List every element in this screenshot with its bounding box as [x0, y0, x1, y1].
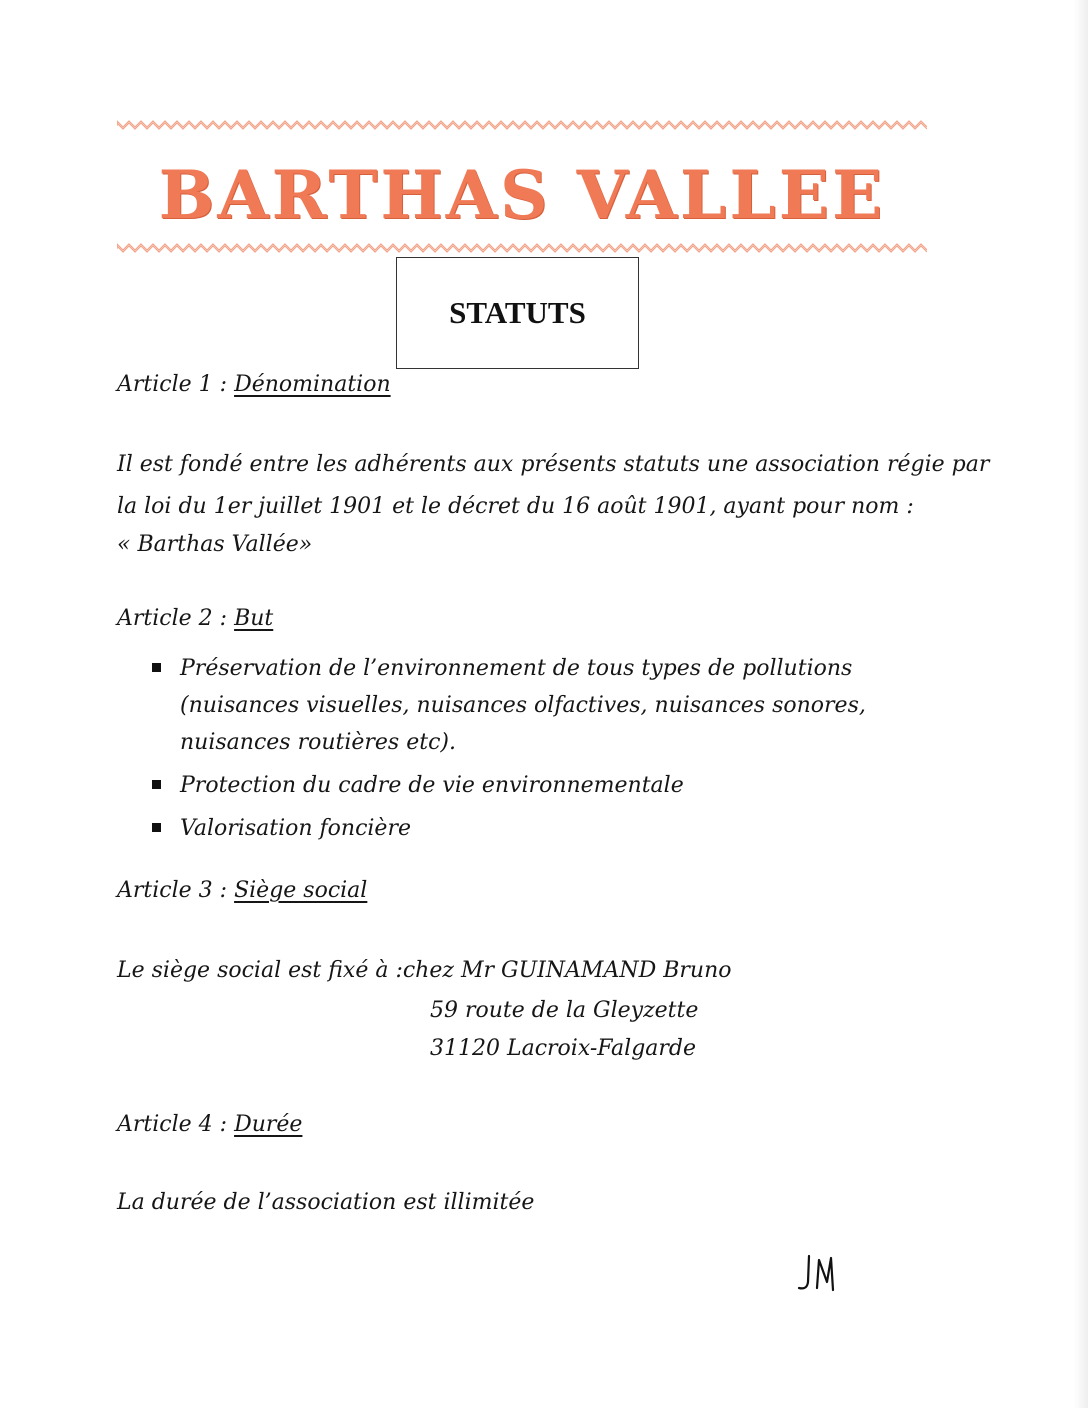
article-4-heading — [117, 1112, 302, 1137]
article-2-label: Article 2 : — [117, 606, 228, 631]
article-2-heading — [117, 606, 273, 631]
scan-edge — [1074, 0, 1088, 1408]
list-item: Valorisation foncière — [150, 810, 920, 847]
list-item: Préservation de l’environnement de tous types de pollutions (nuisances visuelles, nuisances olfactives, nuisances sonores, nuisances routières etc). — [150, 650, 920, 761]
article-3-heading — [117, 878, 367, 903]
statuts-title-box — [396, 257, 639, 369]
decorative-wave-bottom — [117, 242, 927, 254]
address-line-1: 59 route de la Gleyzette — [430, 998, 699, 1023]
decorative-wave-top — [117, 119, 927, 131]
list-item: Protection du cadre de vie environnementale — [150, 767, 920, 804]
article-4-text: La durée de l’association est illimitée — [117, 1190, 535, 1215]
article-3-label: Article 3 : — [117, 878, 228, 903]
article-1-text-line-2: la loi du 1er juillet 1901 et le décret du 16 août 1901, ayant pour nom : — [117, 494, 914, 519]
page-title: BARTHAS VALLEE — [158, 156, 886, 234]
article-3-text: Le siège social est fixé à :chez Mr GUINAMAND Bruno — [117, 958, 732, 983]
article-2-bullet-list — [150, 650, 920, 853]
article-1-text-line-1: Il est fondé entre les adhérents aux présents statuts une association régie par — [117, 452, 990, 477]
article-3-name: Siège social — [234, 878, 368, 903]
article-4-name: Durée — [234, 1112, 303, 1137]
article-1-label: Article 1 : — [117, 372, 228, 397]
article-1-name: Dénomination — [234, 372, 391, 397]
article-1-heading — [117, 372, 391, 397]
address-line-2: 31120 Lacroix-Falgarde — [430, 1036, 697, 1061]
article-2-name: But — [234, 606, 274, 631]
handwritten-initials-signature — [795, 1252, 845, 1296]
statuts-title: STATUTS — [449, 295, 586, 330]
article-1-text-line-3: « Barthas Vallée» — [117, 532, 313, 557]
article-4-label: Article 4 : — [117, 1112, 228, 1137]
